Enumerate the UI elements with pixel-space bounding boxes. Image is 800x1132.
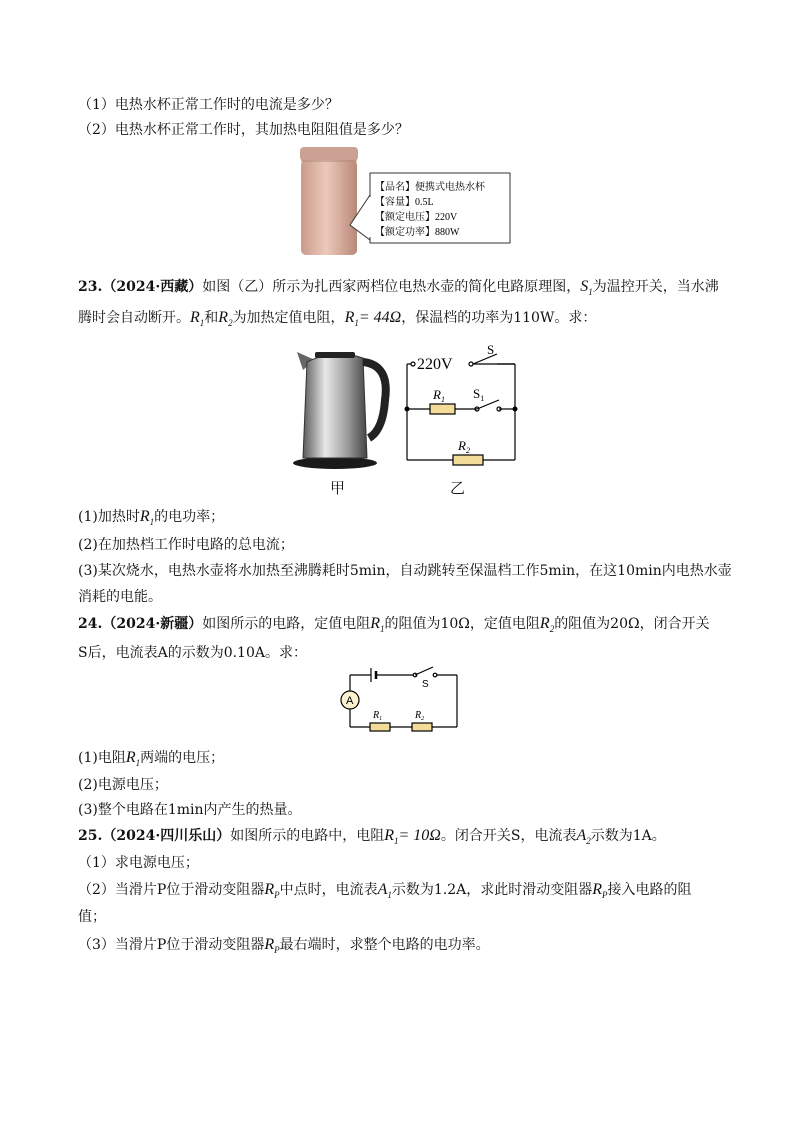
- fig-label-yi: 乙: [450, 479, 466, 497]
- q25-sub2-line-1: （2）当滑片P位于滑动变阻器$R_P$中点时，电流表$A_1$示数为1.2A，求此时滑动变阻器$R_P$接入电路的阻: [78, 881, 692, 901]
- cup-label-line-2: 【容量】0.5L: [375, 197, 434, 208]
- q23-sub3-line-2: 消耗的电能。: [78, 589, 162, 605]
- q23-number: 23.: [78, 279, 103, 295]
- q24-sub1: (1)电阻$R_1$两端的电压；: [78, 749, 225, 769]
- q23-sub3-line-1: (3)某次烧水，电热水壶将水加热至沸腾耗时5min，自动跳转至保温档工作5min，在这10min内电热水壶: [78, 563, 732, 579]
- R2-resistor: [412, 723, 432, 731]
- q23-kettle-figure: [285, 340, 395, 470]
- svg-text:S: S: [422, 679, 429, 690]
- svg-text:R2: $R_2$: [415, 710, 425, 722]
- q24-sub2: (2)电源电压；: [78, 777, 168, 793]
- fig-label-jia: 甲: [330, 479, 346, 497]
- cup-label-line-3: 【额定电压】220V: [375, 212, 458, 223]
- svg-text:S: S: [487, 342, 495, 357]
- q23-sub1: (1)加热时$R_1$的电功率；: [78, 508, 225, 528]
- q25-number: 25.: [78, 828, 103, 844]
- R1-resistor: [370, 723, 390, 731]
- q23-source: （2024·西藏）: [102, 279, 203, 295]
- q22-cup-figure: [295, 145, 515, 260]
- svg-text:R2: $R_2$: [458, 438, 470, 455]
- svg-text:S1: $S_1$: [473, 386, 485, 403]
- q25-sub2-line-2: 值；: [78, 909, 106, 925]
- R2-resistor: [453, 455, 483, 465]
- q24-sub3: (3)整个电路在1min内产生的热量。: [78, 802, 302, 818]
- svg-text:220V: 220V: [417, 356, 453, 373]
- R1-resistor: [430, 404, 455, 414]
- q24-circuit-diagram: [335, 665, 465, 737]
- svg-text:R1: $R_1$: [373, 710, 383, 722]
- svg-text:R1: $R_1$: [433, 387, 445, 404]
- q25-stem-line-1: 25.（2024·四川乐山）如图所示的电路中，电阻$R_1= 10\Omega$。闭合开关S，电流表$A_2$示数为1A。: [78, 827, 666, 847]
- q23-circuit-diagram: [395, 342, 525, 470]
- q24-number: 24.: [78, 616, 103, 632]
- cup-label-line-4: 【额定功率】880W: [375, 227, 460, 238]
- q24-source: （2024·新疆）: [102, 616, 203, 632]
- svg-text:A: A: [346, 695, 354, 707]
- q25-sub1: （1）求电源电压；: [78, 855, 199, 871]
- cup-label-line-1: 【品名】便携式电热水杯: [375, 182, 485, 193]
- q23-stem-line-1: 23.（2024·西藏）如图（乙）所示为扎西家两档位电热水壶的简化电路原理图，$S_1$为温控开关，当水沸: [78, 278, 719, 298]
- q25-sub3: （3）当滑片P位于滑动变阻器$R_P$最右端时，求整个电路的电功率。: [78, 936, 490, 956]
- q22-sub1: （1）电热水杯正常工作时的电流是多少？: [78, 97, 339, 113]
- q25-source: （2024·四川乐山）: [102, 828, 231, 844]
- q22-sub2: （2）电热水杯正常工作时，其加热电阻阻值是多少？: [78, 122, 409, 138]
- q24-stem-line-2: S后，电流表A的示数为0.10A。求：: [78, 645, 307, 661]
- q23-sub2: (2)在加热档工作时电路的总电流；: [78, 537, 294, 553]
- q23-stem-line-2: 腾时会自动断开。$R_1$和$R_2$为加热定值电阻，$R_1= 44\Omega$，保温档的功率为110W。求：: [78, 309, 597, 329]
- q24-stem-line-1: 24.（2024·新疆）如图所示的电路，定值电阻$R_1$的阻值为10Ω，定值电阻$R_2$的阻值为20Ω，闭合开关: [78, 615, 710, 635]
